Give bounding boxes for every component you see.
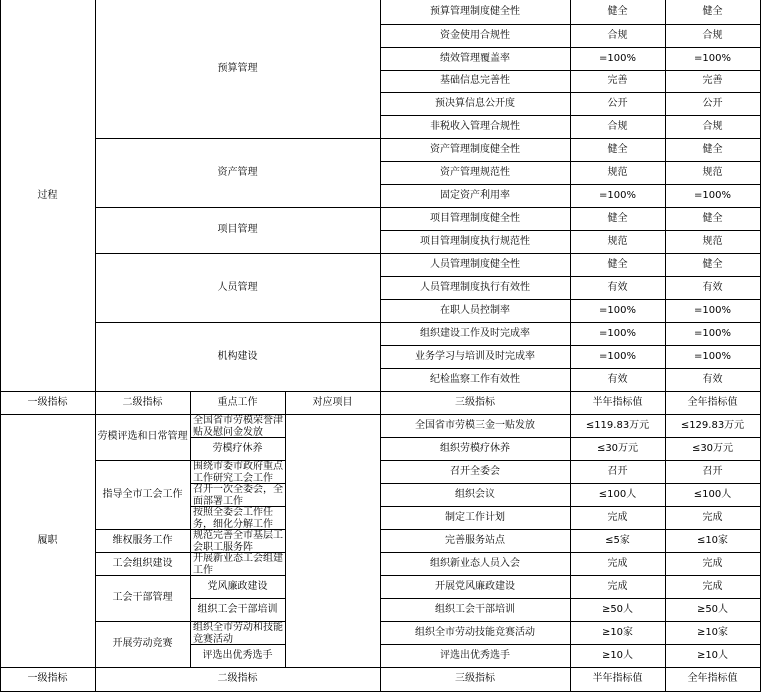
full-year-value: ≥10家: [696, 626, 729, 638]
full-year-value: ≤129.83万元: [680, 419, 745, 431]
level3-cell: 资金使用合规性: [440, 29, 510, 41]
level3-cell: 评选出优秀选手: [440, 649, 510, 661]
full-year-value: =100%: [694, 304, 731, 316]
half-year-value: 健全: [607, 212, 628, 224]
full-year-value: 公开: [702, 97, 723, 109]
header-level3: 三级指标: [455, 396, 495, 408]
level3-cell: 预算管理制度健全性: [430, 6, 520, 17]
grid-line: [190, 575, 285, 576]
key-work-cell: 开展新业态工会组建工作: [193, 553, 283, 575]
level3-cell: 固定资产利用率: [440, 189, 510, 201]
grid-line: [95, 460, 190, 461]
grid-line: [190, 644, 285, 645]
grid-line: [95, 0, 96, 692]
half-year-value: =100%: [599, 189, 636, 201]
grid-line: [95, 552, 190, 553]
grid-line: [285, 391, 286, 667]
full-year-value: 健全: [702, 258, 723, 270]
grid-line: [570, 0, 571, 692]
level2-cell: 项目管理: [217, 224, 258, 235]
half-year-value: =100%: [599, 350, 636, 362]
full-year-value: =100%: [694, 189, 731, 201]
level3-cell: 组织全市劳动技能竞赛活动: [415, 626, 535, 638]
header-full-year: 全年指标值: [687, 396, 738, 408]
half-year-value: ≤30万元: [596, 442, 639, 454]
grid-line: [190, 598, 285, 599]
half-year-value: 健全: [607, 258, 628, 270]
grid-line: [190, 552, 285, 553]
half-year-value: 召开: [607, 465, 628, 477]
half-year-value: 公开: [607, 97, 628, 109]
level3-cell: 组织新业态人员入会: [430, 557, 520, 569]
level3-cell: 项目管理制度健全性: [430, 212, 520, 224]
full-year-value: 完成: [702, 511, 723, 523]
full-year-value: 召开: [702, 465, 723, 477]
full-year-value: ≥50人: [696, 603, 729, 615]
half-year-value: 有效: [607, 373, 628, 385]
footer-level1: 一级指标: [27, 673, 68, 684]
level3-cell: 完善服务站点: [445, 534, 505, 546]
full-year-value: 健全: [702, 6, 723, 17]
key-work-cell: 劳模疗休养: [212, 442, 263, 454]
header-project: 对应项目: [312, 396, 353, 408]
grid-line: [95, 138, 380, 139]
grid-line: [0, 0, 1, 692]
half-year-value: ≥50人: [601, 603, 634, 615]
level1-cell: 过程: [37, 189, 58, 201]
key-work-cell: 组织工会干部培训: [197, 603, 278, 615]
grid-line: [95, 322, 380, 323]
level3-cell: 组织建设工作及时完成率: [420, 327, 530, 339]
half-year-value: 健全: [607, 6, 628, 17]
grid-line: [190, 460, 285, 461]
half-year-value: 完成: [607, 511, 628, 523]
half-year-value: 完善: [607, 75, 628, 86]
grid-line: [190, 621, 285, 622]
grid-line: [190, 391, 191, 667]
footer-level3: 三级指标: [455, 673, 495, 684]
key-work-cell: 规范完善全市基层工会职工服务阵: [193, 530, 283, 552]
key-work-cell: 按照全委会工作任务，细化分解工作: [193, 507, 273, 529]
level3-cell: 在职人员控制率: [440, 304, 510, 316]
level3-cell: 基础信息完善性: [440, 75, 510, 86]
header-level1: 一级指标: [27, 396, 68, 408]
key-work-cell: 围绕市委市政府重点工作研究工会工作: [193, 461, 283, 483]
half-year-value: 完成: [607, 557, 628, 569]
grid-line: [95, 529, 190, 530]
half-year-value: =100%: [599, 304, 636, 316]
full-year-value: =100%: [694, 327, 731, 339]
level3-cell: 组织会议: [455, 488, 495, 500]
level2-cell: 指导全市工会工作: [102, 488, 183, 500]
level3-cell: 召开全委会: [450, 465, 500, 477]
grid-line: [380, 0, 381, 692]
level3-cell: 项目管理制度执行规范性: [420, 235, 530, 247]
full-year-value: 健全: [702, 212, 723, 224]
full-year-value: =100%: [694, 52, 731, 64]
level2-cell: 工会干部管理: [112, 592, 173, 603]
half-year-value: ≤119.83万元: [585, 419, 650, 431]
full-year-value: 规范: [702, 235, 723, 247]
grid-line: [190, 437, 285, 438]
header-half-year: 半年指标值: [592, 396, 643, 408]
half-year-value: 合规: [607, 120, 628, 132]
level2-cell: 资产管理: [217, 166, 258, 178]
half-year-value: 规范: [607, 166, 628, 178]
level3-cell: 制定工作计划: [445, 511, 505, 523]
footer-full-year: 全年指标值: [687, 673, 738, 684]
footer-half-year: 半年指标值: [592, 673, 643, 684]
half-year-value: ≤100人: [598, 488, 637, 500]
half-year-value: ≥10人: [601, 649, 634, 661]
full-year-value: 完善: [702, 75, 723, 86]
level2-cell: 开展劳动竞赛: [112, 638, 173, 649]
level2-cell: 维权服务工作: [112, 534, 173, 546]
full-year-value: 完成: [702, 557, 723, 569]
full-year-value: 健全: [702, 143, 723, 155]
half-year-value: =100%: [599, 52, 636, 64]
level3-cell: 业务学习与培训及时完成率: [415, 350, 535, 362]
grid-line: [95, 575, 190, 576]
key-work-cell: 召开一次全委会，全面部署工作: [193, 484, 283, 506]
level3-cell: 非税收入管理合规性: [430, 120, 520, 132]
full-year-value: 合规: [702, 120, 723, 132]
half-year-value: 有效: [607, 281, 628, 293]
level3-cell: 资产管理制度健全性: [430, 143, 520, 155]
half-year-value: =100%: [599, 327, 636, 339]
half-year-value: 完成: [607, 580, 628, 592]
key-work-cell: 评选出优秀选手: [202, 649, 273, 661]
grid-line: [95, 207, 380, 208]
key-work-cell: 全国省市劳模荣誉津贴及慰问金发放: [193, 415, 283, 437]
key-work-cell: 党风廉政建设: [207, 580, 268, 592]
grid-line: [665, 0, 666, 692]
half-year-value: ≤5家: [605, 534, 630, 546]
level3-cell: 组织工会干部培训: [435, 603, 515, 615]
key-work-cell: 组织全市劳动和技能竞赛活动: [193, 622, 283, 644]
level2-cell: 机构建设: [217, 350, 258, 362]
level2-cell: 工会组织建设: [112, 557, 173, 569]
level2-cell: 预算管理: [217, 63, 258, 74]
level3-cell: 纪检监察工作有效性: [430, 373, 520, 385]
half-year-value: 健全: [607, 143, 628, 155]
level3-cell: 人员管理制度执行有效性: [420, 281, 530, 293]
grid-line: [95, 621, 190, 622]
full-year-value: =100%: [694, 350, 731, 362]
level3-cell: 资产管理规范性: [440, 166, 510, 178]
level3-cell: 开展党风廉政建设: [435, 580, 515, 592]
grid-line: [190, 529, 285, 530]
grid-line: [190, 483, 285, 484]
level2-cell: 劳模评选和日常管理: [97, 431, 188, 442]
level1-cell: 履职: [37, 534, 58, 546]
half-year-value: 规范: [607, 235, 628, 247]
full-year-value: 有效: [702, 373, 723, 385]
full-year-value: ≤10家: [696, 534, 729, 546]
half-year-value: ≥10家: [601, 626, 634, 638]
level3-cell: 绩效管理覆盖率: [440, 52, 510, 64]
half-year-value: 合规: [607, 29, 628, 41]
level3-cell: 人员管理制度健全性: [430, 258, 520, 270]
footer-level2: 二级指标: [217, 673, 258, 684]
full-year-value: 规范: [702, 166, 723, 178]
full-year-value: 有效: [702, 281, 723, 293]
grid-line: [190, 506, 285, 507]
level3-cell: 组织劳模疗休养: [440, 442, 510, 454]
full-year-value: 完成: [702, 580, 723, 592]
full-year-value: ≥10人: [696, 649, 729, 661]
full-year-value: 合规: [702, 29, 723, 41]
header-key-work: 重点工作: [217, 396, 258, 408]
full-year-value: ≤100人: [693, 488, 732, 500]
header-level2: 二级指标: [122, 396, 163, 408]
grid-line: [95, 253, 380, 254]
level3-cell: 全国省市劳模三金一贴发放: [415, 419, 535, 431]
level2-cell: 人员管理: [217, 281, 258, 293]
full-year-value: ≤30万元: [691, 442, 734, 454]
level3-cell: 预决算信息公开度: [435, 97, 515, 109]
